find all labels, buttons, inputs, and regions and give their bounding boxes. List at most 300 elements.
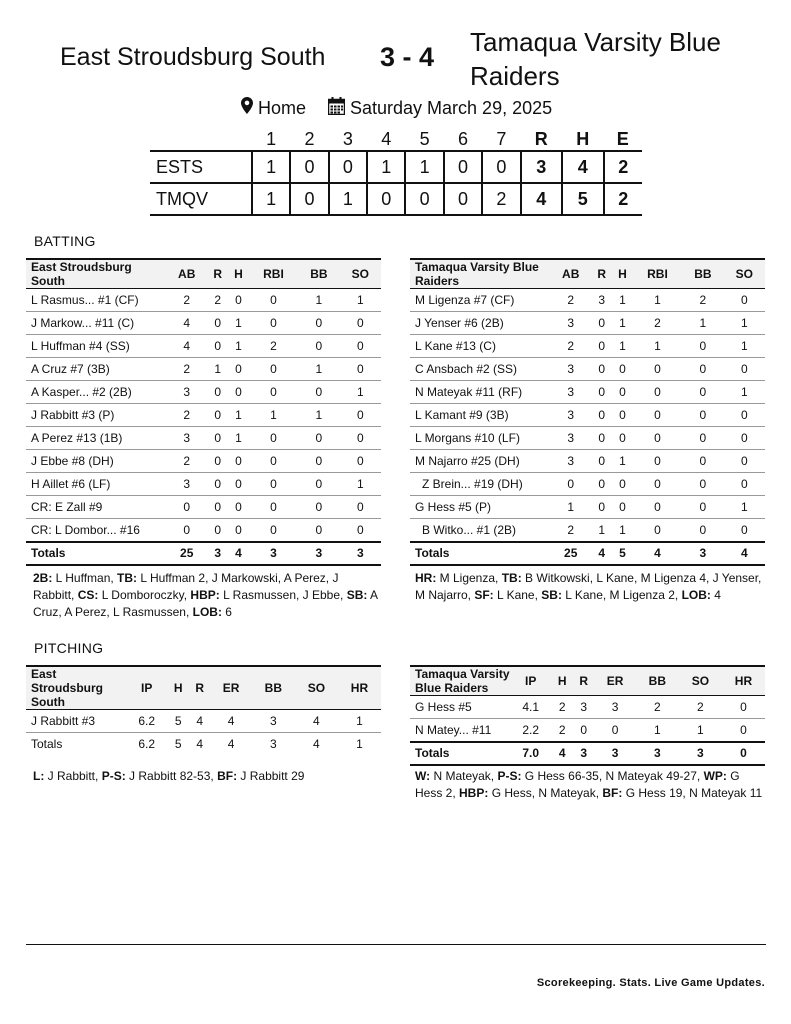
linescore-row-away (150, 151, 642, 183)
table-row (26, 473, 381, 496)
player-name: L Rasmus... #1 (CF) (26, 289, 166, 312)
total-cell: 4 (591, 542, 612, 565)
stat-cell: 2 (633, 312, 682, 335)
note-text: L Domboroczky, (98, 588, 191, 602)
table-row (26, 519, 381, 542)
stat-cell: 0 (228, 473, 249, 496)
stat-cell: 1 (228, 404, 249, 427)
game-meta (0, 97, 791, 121)
stat-cell: 0 (249, 289, 298, 312)
stat-cell: 0 (298, 381, 339, 404)
stat-cell: 0 (249, 312, 298, 335)
stat-cell: 3 (591, 289, 612, 312)
stat-cell: 0 (228, 450, 249, 473)
stat-cell: 0 (594, 719, 635, 742)
column-header: R (189, 666, 211, 710)
total-errors: 2 (604, 183, 642, 215)
away-team-name: East Stroudsburg South (60, 43, 326, 71)
stat-cell: 0 (724, 404, 765, 427)
stat-cell: 2 (166, 450, 207, 473)
stat-cell: 0 (340, 335, 381, 358)
inning-runs: 0 (290, 183, 328, 215)
stat-cell: 1 (298, 289, 339, 312)
note-label: HBP: (459, 786, 489, 800)
stat-cell: 0 (207, 312, 228, 335)
table-row (410, 450, 765, 473)
player-name: CR: L Dombor... #16 (26, 519, 166, 542)
player-name: A Kasper... #2 (2B) (26, 381, 166, 404)
stat-cell: 1 (298, 358, 339, 381)
linescore-corner (150, 128, 252, 151)
total-hits: 5 (562, 183, 604, 215)
total-cell: 3 (679, 742, 722, 765)
player-name: N Mateyak #11 (RF) (410, 381, 550, 404)
stat-cell: 0 (591, 404, 612, 427)
note-label: BF: (602, 786, 623, 800)
stat-cell: 0 (682, 381, 723, 404)
total-cell: 3 (207, 542, 228, 565)
stat-cell: 0 (298, 312, 339, 335)
game-header (0, 0, 791, 95)
stat-cell: 0 (207, 427, 228, 450)
note-label: HBP: (190, 588, 220, 602)
note-text: L Kane, M Ligenza 2, (561, 588, 682, 602)
stat-header-row (410, 259, 765, 289)
totals-row (26, 542, 381, 565)
total-cell: 4 (551, 742, 573, 765)
column-header: HR (722, 666, 765, 696)
column-header: H (612, 259, 633, 289)
stat-cell: 0 (207, 450, 228, 473)
note-label: TB: (501, 571, 522, 585)
inning-runs: 1 (405, 151, 443, 183)
stat-cell: 0 (249, 450, 298, 473)
note-label: SB: (346, 588, 368, 602)
player-name: Z Brein... #19 (DH) (410, 473, 550, 496)
stat-cell: 0 (340, 450, 381, 473)
stat-cell: 0 (207, 335, 228, 358)
total-cell: 3 (636, 742, 679, 765)
table-row (410, 427, 765, 450)
total-hits: 4 (562, 151, 604, 183)
player-name: J Markow... #11 (C) (26, 312, 166, 335)
stat-cell: 0 (207, 473, 228, 496)
totals-label: Totals (26, 542, 166, 565)
stat-cell: 1 (612, 519, 633, 542)
column-header: SO (679, 666, 722, 696)
stat-cell: 0 (682, 335, 723, 358)
stat-cell: 0 (682, 473, 723, 496)
linescore-table (150, 128, 642, 216)
player-name: B Witko... #1 (2B) (410, 519, 550, 542)
player-name: L Huffman #4 (SS) (26, 335, 166, 358)
pitching-table-home (410, 665, 765, 766)
stat-cell: 0 (612, 381, 633, 404)
stat-cell: 1 (612, 450, 633, 473)
stat-cell: 2 (636, 696, 679, 719)
note-text: 4 (710, 588, 721, 602)
stat-cell: 0 (633, 519, 682, 542)
stat-cell: 0 (612, 496, 633, 519)
inning-runs: 0 (482, 151, 520, 183)
stat-cell: 0 (249, 519, 298, 542)
home-team-name: Tamaqua Varsity Blue Raiders (470, 27, 721, 91)
player-name: A Perez #13 (1B) (26, 427, 166, 450)
inning-runs: 0 (405, 183, 443, 215)
footer-tagline: Scorekeeping. Stats. Live Game Updates. (536, 977, 765, 989)
stat-cell: 2.2 (510, 719, 551, 742)
stat-cell: 0 (724, 289, 765, 312)
stat-cell: 0 (612, 358, 633, 381)
stat-cell: 0 (207, 496, 228, 519)
stat-cell: 0 (298, 335, 339, 358)
table-row (410, 473, 765, 496)
stat-cell: 1 (298, 404, 339, 427)
note-label: 2B: (33, 571, 53, 585)
column-header: IP (510, 666, 551, 696)
stat-cell: 0 (612, 404, 633, 427)
stat-cell: 0 (298, 496, 339, 519)
note-label: P-S: (497, 769, 522, 783)
stat-cell: 1 (338, 710, 381, 733)
stat-cell: 3 (166, 427, 207, 450)
stat-cell: 0 (682, 427, 723, 450)
inning-runs: 0 (444, 183, 482, 215)
stat-cell: 1 (724, 335, 765, 358)
stat-cell: 3 (166, 473, 207, 496)
stat-cell: 0 (633, 496, 682, 519)
stat-cell: 0 (298, 427, 339, 450)
stat-cell: 3 (550, 381, 591, 404)
total-cell: 4 (724, 542, 765, 565)
stat-cell: 1 (724, 496, 765, 519)
batting-section-title: BATTING (34, 233, 96, 249)
stat-header-row (26, 259, 381, 289)
inning-header: 5 (419, 128, 430, 149)
stat-cell: 1 (591, 519, 612, 542)
column-header: AB (550, 259, 591, 289)
game-date (328, 97, 552, 120)
total-cell: 3 (269, 737, 277, 752)
stat-cell: 0 (207, 519, 228, 542)
stat-cell: 0 (591, 450, 612, 473)
stat-cell: 3 (550, 427, 591, 450)
player-name: G Hess #5 (P) (410, 496, 550, 519)
stat-cell: 0 (722, 696, 765, 719)
column-header: IP (126, 666, 167, 710)
stat-cell: 0 (591, 381, 612, 404)
column-header: H (551, 666, 573, 696)
column-header: BB (298, 259, 339, 289)
inning-header: 6 (457, 128, 468, 149)
stat-cell: 0 (166, 496, 207, 519)
table-row (26, 358, 381, 381)
inning-runs: 1 (252, 183, 290, 215)
stat-cell: 3 (166, 381, 207, 404)
pitching-notes-home (415, 768, 765, 802)
player-name: CR: E Zall #9 (26, 496, 166, 519)
stat-cell: 0 (228, 519, 249, 542)
player-name: J Ebbe #8 (DH) (26, 450, 166, 473)
table-row (410, 696, 765, 719)
note-text: L Huffman 2, J Markowski, A Perez, J Rabbitt, (33, 571, 339, 602)
table-row (410, 496, 765, 519)
stat-cell: 3 (550, 358, 591, 381)
stat-cell: 0 (591, 496, 612, 519)
note-text: L Kane, (493, 588, 542, 602)
player-name: A Cruz #7 (3B) (26, 358, 166, 381)
stat-cell: 6.2 (126, 710, 167, 733)
stat-header-row (410, 666, 765, 696)
stat-cell: 1 (636, 719, 679, 742)
final-score: 3 - 4 (380, 42, 435, 72)
map-pin-icon (241, 97, 258, 119)
table-row (26, 289, 381, 312)
stat-cell: 0 (228, 381, 249, 404)
stat-cell: 1 (340, 473, 381, 496)
total-cell: 5 (612, 542, 633, 565)
stat-cell: 0 (591, 335, 612, 358)
stat-cell: 0 (249, 496, 298, 519)
total-cell: 3 (594, 742, 635, 765)
stat-cell: 0 (249, 473, 298, 496)
stat-cell: 0 (724, 473, 765, 496)
note-text: 6 (221, 605, 232, 619)
stat-cell: 0 (722, 719, 765, 742)
player-name: G Hess #5 (410, 696, 510, 719)
total-cell: 3 (340, 542, 381, 565)
stat-cell: 4 (189, 710, 211, 733)
inning-header: 4 (381, 128, 392, 149)
total-runs: 4 (521, 183, 563, 215)
column-header: R (573, 666, 595, 696)
totals-label: Totals (410, 542, 550, 565)
table-row (26, 450, 381, 473)
stat-cell: 3 (550, 450, 591, 473)
stat-cell: 1 (612, 312, 633, 335)
stat-cell: 3 (550, 312, 591, 335)
table-row (26, 335, 381, 358)
totals-row (410, 742, 765, 765)
hits-header: H (576, 128, 590, 149)
stat-cell: 2 (166, 289, 207, 312)
total-runs: 3 (521, 151, 563, 183)
stat-cell: 0 (682, 404, 723, 427)
stat-cell: 0 (249, 358, 298, 381)
column-header: R (591, 259, 612, 289)
team-name-header: East Stroudsburg South (26, 666, 126, 710)
stat-cell: 5 (167, 710, 189, 733)
note-label: L: (33, 769, 45, 783)
stat-cell: 2 (679, 696, 722, 719)
column-header: AB (166, 259, 207, 289)
total-cell: 3 (682, 542, 723, 565)
note-label: LOB: (681, 588, 711, 602)
stat-cell: 1 (207, 358, 228, 381)
note-text: G Hess 66-35, N Mateyak 49-27, (521, 769, 704, 783)
stat-cell: 1 (340, 381, 381, 404)
total-cell: 7.0 (510, 742, 551, 765)
total-cell: 6.2 (138, 737, 156, 752)
stat-cell: 0 (249, 427, 298, 450)
stat-cell: 0 (207, 381, 228, 404)
note-label: WP: (703, 769, 727, 783)
errors-header: E (616, 128, 629, 149)
totals-label: Totals (410, 742, 510, 765)
total-cell: 3 (249, 542, 298, 565)
stat-cell: 2 (166, 404, 207, 427)
column-header: ER (210, 666, 251, 710)
stat-cell: 0 (340, 519, 381, 542)
stat-cell: 3 (594, 696, 635, 719)
stat-cell: 0 (682, 358, 723, 381)
totals-row (26, 733, 381, 756)
stat-cell: 0 (340, 312, 381, 335)
inning-runs: 1 (329, 183, 367, 215)
total-cell: 0 (722, 742, 765, 765)
inning-header: 7 (496, 128, 507, 149)
table-row (26, 404, 381, 427)
table-row (410, 289, 765, 312)
stat-cell: 4 (295, 710, 338, 733)
note-text: L Huffman, (52, 571, 118, 585)
total-cell: 5 (174, 737, 182, 752)
column-header: SO (724, 259, 765, 289)
linescore-row-home (150, 183, 642, 215)
table-row (410, 312, 765, 335)
table-row (410, 519, 765, 542)
stat-cell: 0 (228, 358, 249, 381)
total-cell: 25 (166, 542, 207, 565)
stat-cell: 0 (682, 496, 723, 519)
stat-cell: 1 (249, 404, 298, 427)
table-row (26, 710, 381, 733)
note-text: J Rabbitt 82-53, (125, 769, 218, 783)
note-label: P-S: (101, 769, 126, 783)
stat-cell: 0 (228, 496, 249, 519)
stat-cell: 0 (633, 358, 682, 381)
table-row (410, 358, 765, 381)
calendar-icon (328, 97, 350, 120)
stat-cell: 0 (340, 496, 381, 519)
stat-cell: 1 (550, 496, 591, 519)
column-header: BB (682, 259, 723, 289)
note-label: SF: (474, 588, 494, 602)
note-text: G Hess, N Mateyak, (488, 786, 603, 800)
batting-notes-away (33, 570, 381, 621)
note-text: B Witkowski, L Kane, M Ligenza 4, J Yenser, M Najarro, (415, 571, 762, 602)
player-name: L Kane #13 (C) (410, 335, 550, 358)
inning-header: 2 (304, 128, 315, 149)
stat-cell: 2 (249, 335, 298, 358)
stat-cell: 1 (612, 289, 633, 312)
column-header: SO (340, 259, 381, 289)
note-label: BF: (217, 769, 238, 783)
player-name: L Kamant #9 (3B) (410, 404, 550, 427)
player-name: C Ansbach #2 (SS) (410, 358, 550, 381)
note-text: G Hess 2, (415, 769, 740, 800)
column-header: R (207, 259, 228, 289)
stat-cell: 4 (166, 312, 207, 335)
note-text: N Mateyak, (430, 769, 498, 783)
note-label: HR: (415, 571, 437, 585)
stat-cell: 0 (591, 312, 612, 335)
table-row (26, 427, 381, 450)
pitching-section-title: PITCHING (34, 640, 104, 656)
stat-cell: 0 (207, 404, 228, 427)
date-label: Saturday March 29, 2025 (350, 98, 553, 118)
stat-cell: 3 (252, 710, 295, 733)
stat-cell: 1 (724, 312, 765, 335)
stat-cell: 3 (550, 404, 591, 427)
note-label: LOB: (192, 605, 222, 619)
note-text: G Hess 19, N Mateyak 11 (622, 786, 763, 800)
total-cell: 4 (228, 542, 249, 565)
column-header: H (228, 259, 249, 289)
stat-cell: 4 (210, 710, 251, 733)
stat-cell: 0 (633, 473, 682, 496)
stat-cell: 0 (682, 450, 723, 473)
note-text: A Cruz, A Perez, L Rasmussen, (33, 588, 378, 619)
totals-label: Totals (31, 737, 63, 752)
total-cell: 4 (196, 737, 204, 752)
stat-cell: 4 (166, 335, 207, 358)
stat-cell: 2 (207, 289, 228, 312)
stat-cell: 0 (249, 381, 298, 404)
location-label: Home (258, 97, 307, 118)
note-text: L Rasmussen, J Ebbe, (219, 588, 347, 602)
stat-cell: 0 (612, 427, 633, 450)
batting-table-home (410, 258, 765, 566)
stat-cell: 1 (340, 289, 381, 312)
stat-cell: 2 (166, 358, 207, 381)
batting-notes-home (415, 570, 765, 604)
total-cell: 4 (633, 542, 682, 565)
note-text: J Rabbitt, (44, 769, 102, 783)
note-text: M Ligenza, (436, 571, 502, 585)
stat-cell: 0 (298, 519, 339, 542)
column-header: RBI (633, 259, 682, 289)
stat-cell: 2 (551, 719, 573, 742)
stat-cell: 0 (612, 473, 633, 496)
note-label: SB: (541, 588, 562, 602)
inning-runs: 2 (482, 183, 520, 215)
player-name: J Yenser #6 (2B) (410, 312, 550, 335)
stat-cell: 0 (228, 289, 249, 312)
column-header: ER (594, 666, 635, 696)
stat-cell: 2 (550, 335, 591, 358)
stat-cell: 2 (550, 289, 591, 312)
team-abbr: ESTS (150, 151, 252, 183)
stat-cell: 0 (298, 473, 339, 496)
inning-header: 3 (342, 128, 353, 149)
team-name-header: East Stroudsburg South (26, 259, 166, 289)
column-header: HR (338, 666, 381, 710)
stat-cell: 1 (612, 335, 633, 358)
stat-cell: 2 (682, 289, 723, 312)
stat-cell: 0 (724, 358, 765, 381)
total-cell: 3 (573, 742, 595, 765)
table-row (410, 381, 765, 404)
player-name: H Aillet #6 (LF) (26, 473, 166, 496)
stat-cell: 4.1 (510, 696, 551, 719)
stat-cell: 3 (573, 696, 595, 719)
inning-runs: 0 (329, 151, 367, 183)
stat-cell: 0 (573, 719, 595, 742)
stat-cell: 2 (551, 696, 573, 719)
total-cell: 4 (227, 737, 235, 752)
batting-table-away (26, 258, 381, 566)
